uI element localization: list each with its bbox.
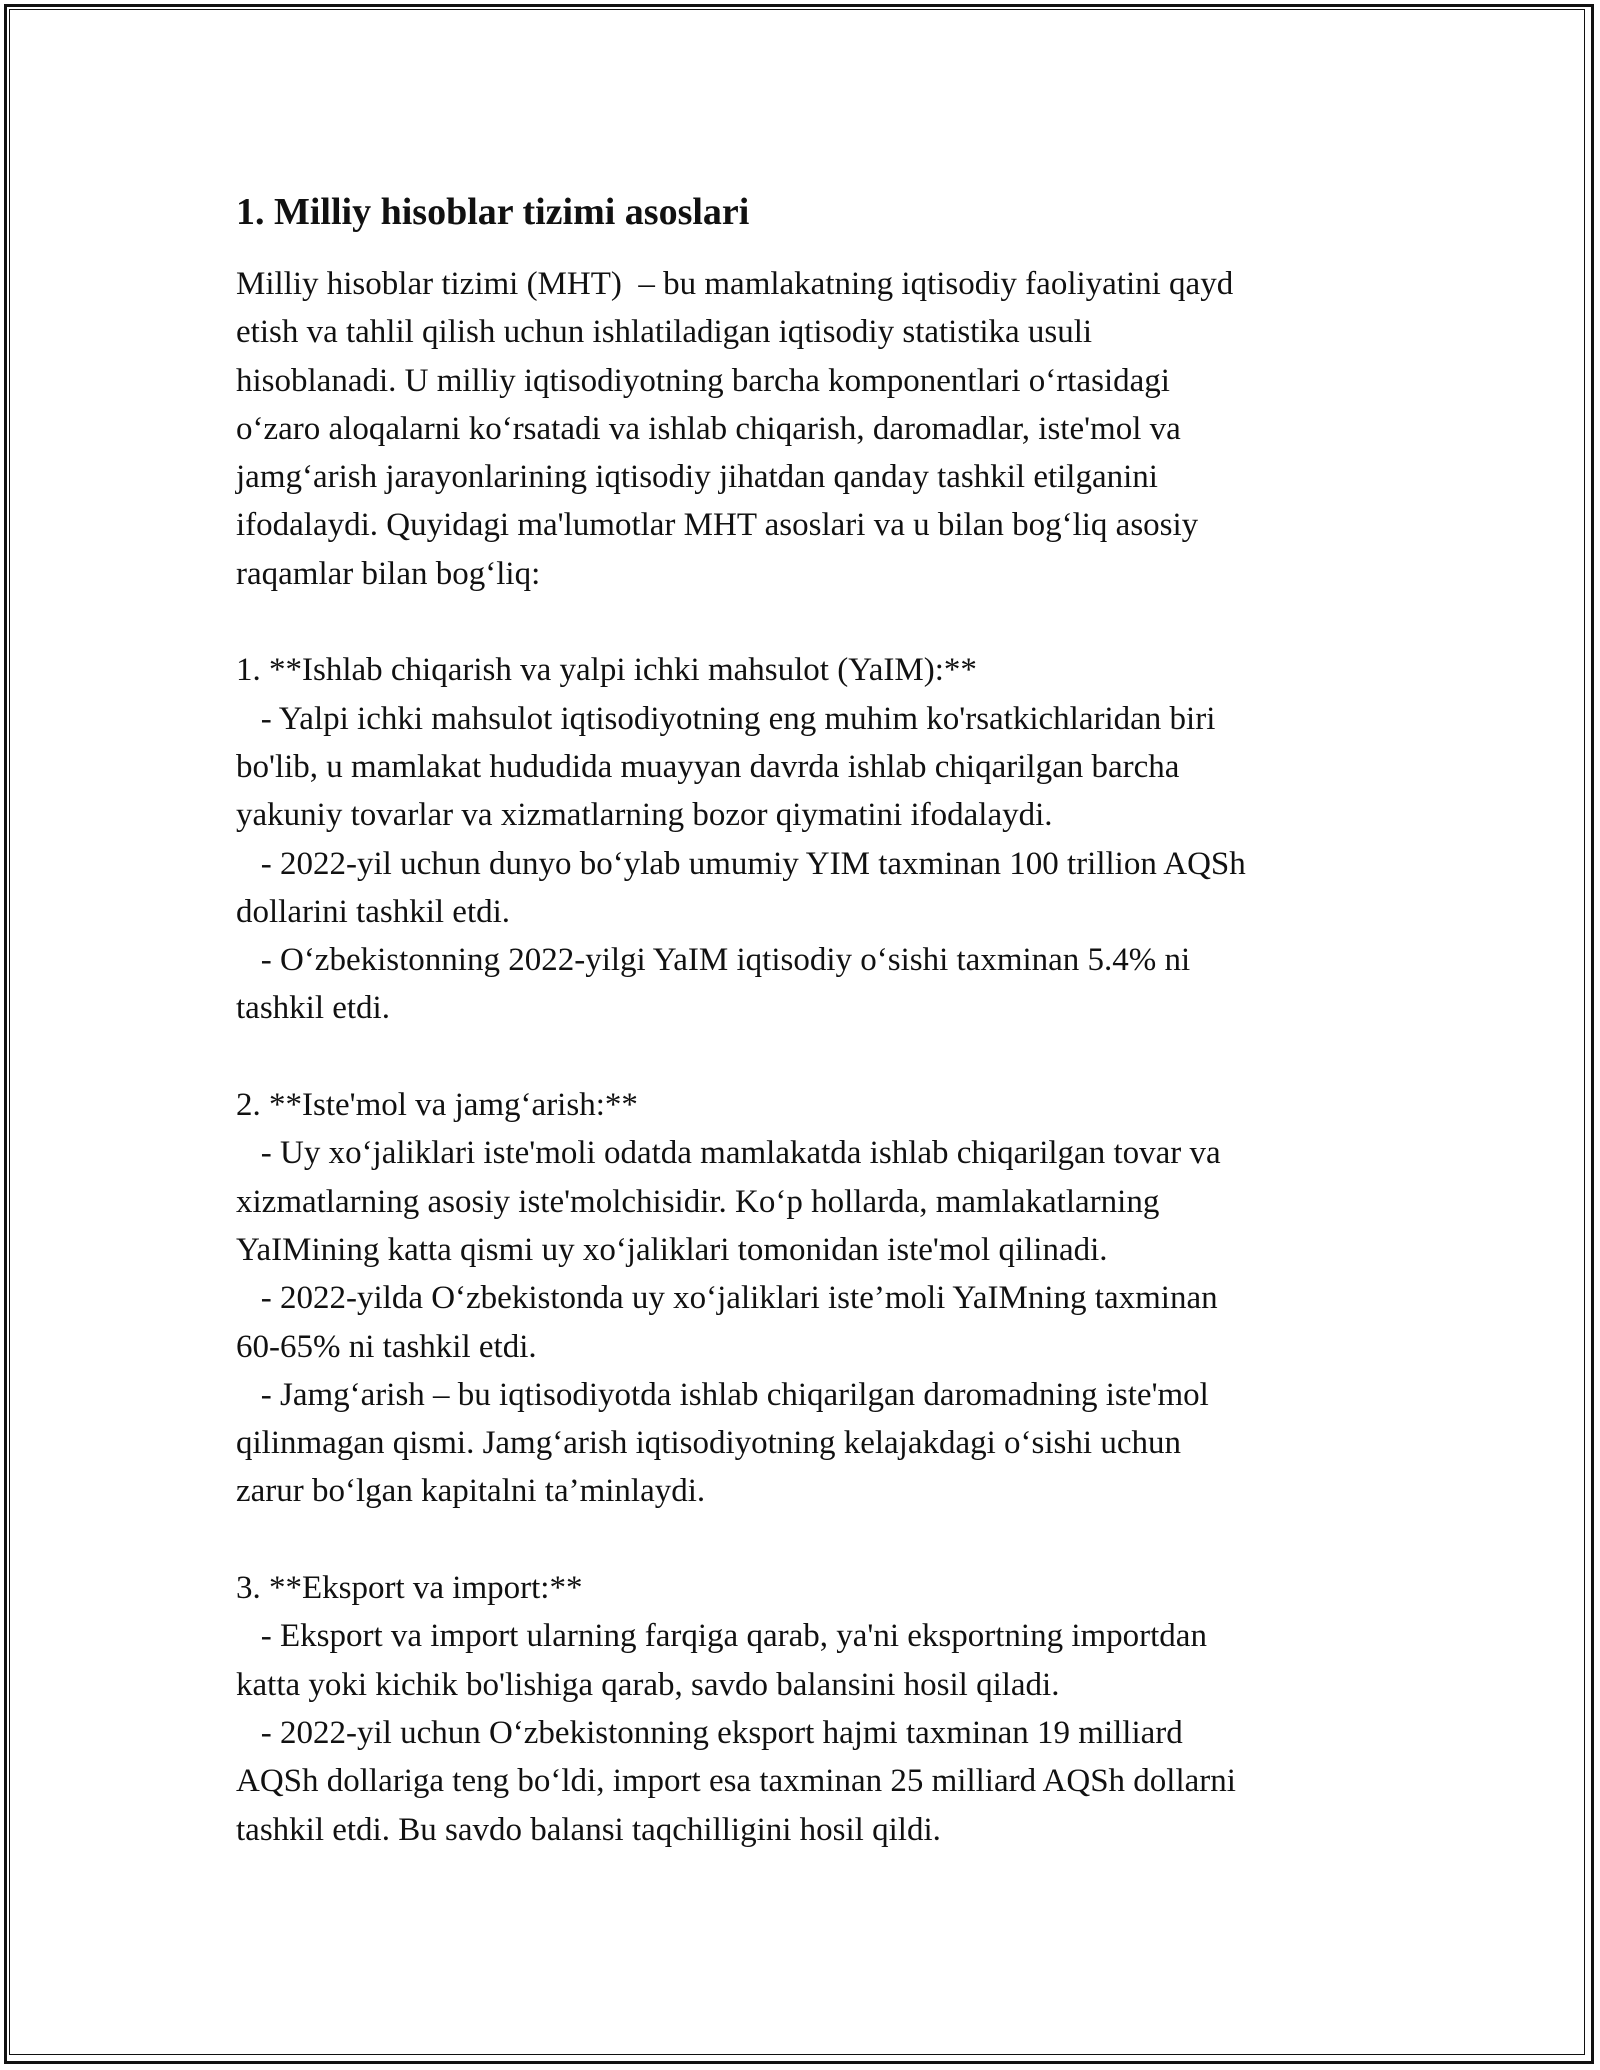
text-line: o‘zaro aloqalarni ko‘rsatadi va ishlab chiqarish, daromadlar, iste'mol va: [236, 410, 1181, 447]
text-line: bo'lib, u mamlakat hududida muayyan davrda ishlab chiqarilgan barcha: [236, 748, 1180, 785]
text-line: ifodalaydi. Quyidagi ma'lumotlar MHT asoslari va u bilan bog‘liq asosiy: [236, 507, 1199, 544]
document-title: 1. Milliy hisoblar tizimi asoslari: [236, 191, 750, 233]
blank-line: [236, 1033, 1366, 1081]
text-line: yakuniy tovarlar va xizmatlarning bozor qiymatini ifodalaydi.: [236, 797, 1053, 834]
text-line: Milliy hisoblar tizimi (MHT) – bu mamlakatning iqtisodiy faoliyatini qayd: [236, 266, 1234, 302]
text-line: jamg‘arish jarayonlarining iqtisodiy jihatdan qanday tashkil etilganini: [236, 459, 1158, 496]
document-text: [236, 260, 1366, 1854]
text-line: - Jamg‘arish – bu iqtisodiyotda ishlab chiqarilgan daromadning iste'mol: [236, 1376, 1209, 1413]
text-line: zarur bo‘lgan kapitalni ta’minlaydi.: [236, 1473, 706, 1510]
text-line: 60-65% ni tashkil etdi.: [236, 1328, 537, 1365]
text-line: dollarini tashkil etdi.: [236, 893, 511, 930]
text-line: - Uy xo‘jaliklari iste'moli odatda mamlakatda ishlab chiqarilgan tovar va: [236, 1135, 1221, 1172]
text-line: qilinmagan qismi. Jamg‘arish iqtisodiyotning kelajakdagi o‘sishi uchun: [236, 1425, 1181, 1462]
document-body: [236, 188, 1366, 1854]
text-line: YaIMining katta qismi uy xo‘jaliklari tomonidan iste'mol qilinadi.: [236, 1231, 1108, 1268]
text-line: raqamlar bilan bog‘liq:: [236, 555, 541, 592]
blank-line: [236, 598, 1366, 646]
text-line: - 2022-yil uchun O‘zbekistonning eksport hajmi taxminan 19 milliard: [236, 1714, 1183, 1751]
text-line: - Eksport va import ularning farqiga qarab, ya'ni eksportning importdan: [236, 1618, 1207, 1655]
text-line: etish va tahlil qilish uchun ishlatiladigan iqtisodiy statistika usuli: [236, 314, 1093, 351]
text-line: 2. **Iste'mol va jamg‘arish:**: [236, 1087, 638, 1124]
text-line: - 2022-yil uchun dunyo bo‘ylab umumiy YIM taxminan 100 trillion AQSh: [236, 845, 1246, 882]
text-line: - O‘zbekistonning 2022-yilgi YaIM iqtisodiy o‘sishi taxminan 5.4% ni: [236, 942, 1191, 979]
text-line: - 2022-yilda O‘zbekistonda uy xo‘jaliklari iste’moli YaIMning taxminan: [236, 1280, 1218, 1317]
text-line: 3. **Eksport va import:**: [236, 1570, 583, 1607]
text-line: 1. **Ishlab chiqarish va yalpi ichki mahsulot (YaIM):**: [236, 652, 977, 689]
text-line: katta yoki kichik bo'lishiga qarab, savdo balansini hosil qiladi.: [236, 1666, 1060, 1703]
text-line: xizmatlarning asosiy iste'molchisidir. Ko‘p hollarda, mamlakatlarning: [236, 1183, 1160, 1220]
text-line: AQSh dollariga teng bo‘ldi, import esa taxminan 25 milliard AQSh dollarni: [236, 1763, 1236, 1800]
text-line: tashkil etdi.: [236, 990, 390, 1027]
blank-line: [236, 1516, 1366, 1564]
text-line: - Yalpi ichki mahsulot iqtisodiyotning eng muhim ko'rsatkichlaridan biri: [236, 700, 1216, 737]
text-line: tashkil etdi. Bu savdo balansi taqchilligini hosil qildi.: [236, 1811, 941, 1848]
text-line: hisoblanadi. U milliy iqtisodiyotning barcha komponentlari o‘rtasidagi: [236, 362, 1170, 399]
